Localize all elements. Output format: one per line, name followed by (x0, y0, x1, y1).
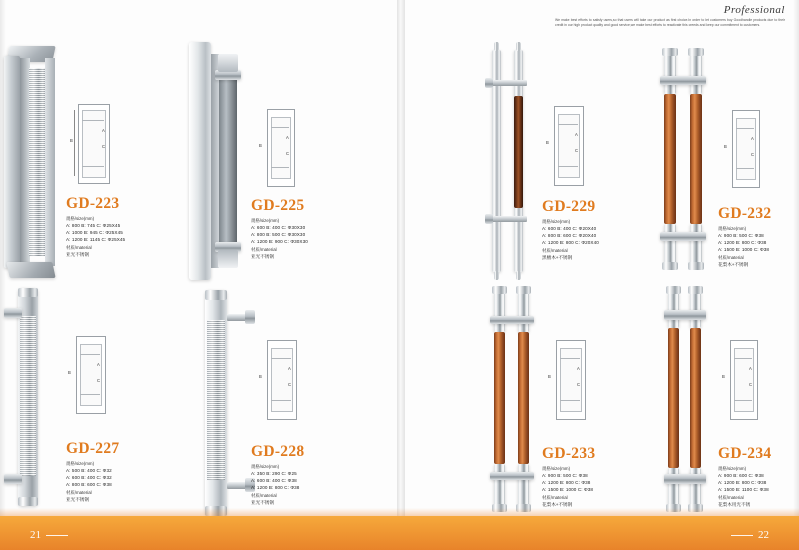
product-info-gd-223 (66, 195, 125, 258)
tech-drawing-gd-225 (255, 105, 309, 195)
size-label: 規格/size(mm) (542, 466, 571, 471)
material-value: 亚光不锈钢 (251, 254, 274, 259)
material-label: 材质/material (718, 255, 744, 260)
material-value: 花梨木用光不锈 (718, 502, 751, 507)
material-label: 材质/material (718, 495, 744, 500)
size-row: A: 1500 B: 1000 C: Φ38 (542, 487, 594, 492)
size-row: A: 600 B: 400 C: Φ30X30 (251, 225, 306, 230)
header-note: We make best efforts to satisfy users,so that users will take our product as first choice.In order to let customers buy Goodhandle products due to their credit in our high product quality and good service,we make best efforts to reactivate this creeds and keep our commitment to customers. (555, 18, 785, 27)
product-code: GD-228 (251, 443, 305, 460)
material-label: 材质/material (66, 490, 92, 495)
tech-mark-c: C (577, 382, 581, 387)
size-row: A: 1200 B: 800 C: Φ38 (718, 480, 767, 485)
tech-drawing-gd-234 (720, 336, 772, 426)
tech-mark-b: B (724, 144, 727, 149)
product-code: GD-232 (718, 205, 772, 222)
tech-mark-b: B (68, 370, 71, 375)
size-row: A: 600 B: 400 C: Φ38 (251, 478, 297, 483)
product-code: GD-234 (718, 445, 772, 462)
tech-drawing-gd-223 (68, 100, 122, 186)
size-row: A: 1200 B: 900 C: Φ30X30 (251, 239, 308, 244)
tech-mark-b: B (722, 374, 725, 379)
tech-mark-a: A (102, 128, 105, 133)
tech-mark-b: B (70, 138, 73, 143)
product-card-gd-234 (650, 280, 799, 515)
product-info-gd-225 (251, 197, 308, 260)
product-info-gd-228 (251, 443, 304, 506)
size-row: A: 1200 B: 800 C: Φ38 (542, 480, 591, 485)
size-row: A: 800 B: 600 C: Φ38 (66, 482, 112, 487)
size-label: 規格/size(mm) (542, 219, 571, 224)
size-row: A: 1000 B: 945 C: Φ25X45 (66, 230, 123, 235)
product-info-gd-227 (66, 440, 119, 503)
size-row: A: 1200 B: 800 C: Φ38 (251, 485, 300, 490)
size-row: A: 900 B: 600 C: Φ38 (718, 473, 764, 478)
tech-mark-c: C (97, 378, 101, 383)
product-code: GD-223 (66, 195, 120, 212)
page-number-right-value: 22 (758, 529, 769, 541)
tech-drawing-gd-233 (546, 336, 600, 426)
material-value: 花梨木+不锈钢 (542, 502, 573, 507)
product-code: GD-225 (251, 197, 305, 214)
product-card-gd-232 (650, 40, 799, 280)
page-number-right (726, 529, 769, 541)
tech-mark-c: C (288, 382, 292, 387)
size-label: 規格/size(mm) (251, 218, 280, 223)
material-label: 材质/material (542, 248, 568, 253)
tech-mark-a: A (577, 366, 580, 371)
handle-illustration-gd-227 (4, 288, 66, 513)
size-label: 規格/size(mm) (251, 464, 280, 469)
tech-mark-b: B (546, 140, 549, 145)
size-row: A: 350 B: 290 C: Φ25 (251, 471, 297, 476)
product-card-gd-233 (480, 280, 670, 515)
product-card-gd-223 (0, 40, 190, 280)
product-card-gd-228 (185, 280, 385, 515)
size-row: A: 1200 B: 800 C: Φ38 (718, 240, 767, 245)
handle-illustration-gd-234 (658, 292, 716, 520)
tech-mark-c: C (102, 144, 106, 149)
tech-mark-c: C (749, 382, 753, 387)
material-value: 亚光不锈钢 (251, 500, 274, 505)
size-row: A: 900 B: 500 C: Φ38 (718, 233, 764, 238)
tech-mark-b: B (259, 374, 262, 379)
size-label: 規格/size(mm) (66, 216, 95, 221)
size-row: A: 500 B: 400 C: Φ32 (66, 468, 112, 473)
size-row: A: 1500 B: 1000 C: Φ38 (718, 247, 770, 252)
product-info-gd-232 (718, 205, 771, 268)
tech-mark-b: B (548, 374, 551, 379)
size-row: A: 900 B: 500 C: Φ38 (542, 473, 588, 478)
page-number-left (30, 529, 73, 541)
tech-mark-a: A (97, 362, 100, 367)
tech-mark-b: B (259, 143, 262, 148)
handle-illustration-gd-233 (486, 292, 544, 520)
size-row: A: 800 B: 745 C: Φ25X45 (66, 223, 121, 228)
product-info-gd-234 (718, 445, 771, 508)
tech-mark-c: C (751, 152, 755, 157)
product-card-gd-227 (0, 280, 190, 515)
size-row: A: 600 B: 400 C: Φ20X40 (542, 226, 597, 231)
footer-band (0, 516, 799, 550)
size-row: A: 1200 B: 1145 C: Φ25X45 (66, 237, 126, 242)
size-label: 規格/size(mm) (66, 461, 95, 466)
tech-mark-c: C (286, 151, 290, 156)
material-label: 材质/material (542, 495, 568, 500)
size-label: 規格/size(mm) (718, 466, 747, 471)
size-row: A: 1500 B: 1100 C: Φ38 (718, 487, 769, 492)
material-label: 材质/material (66, 245, 92, 250)
material-label: 材质/material (251, 493, 277, 498)
material-value: 花梨木+不锈钢 (718, 262, 749, 267)
product-code: GD-227 (66, 440, 120, 457)
tech-mark-a: A (288, 366, 291, 371)
size-row: A: 1200 B: 800 C: Φ20X40 (542, 240, 599, 245)
tech-drawing-gd-227 (66, 332, 120, 422)
size-row: A: 800 B: 500 C: Φ30X30 (251, 232, 306, 237)
tech-drawing-gd-232 (722, 106, 774, 196)
tech-mark-a: A (575, 132, 578, 137)
tech-mark-c: C (575, 148, 579, 153)
product-code: GD-233 (542, 445, 596, 462)
product-info-gd-229 (542, 198, 599, 261)
tech-mark-a: A (749, 366, 752, 371)
size-row: A: 800 B: 600 C: Φ20X40 (542, 233, 597, 238)
product-code: GD-229 (542, 198, 596, 215)
handle-illustration-gd-223 (2, 40, 64, 280)
page-number-left-value: 21 (30, 529, 41, 541)
material-label: 材质/material (251, 247, 277, 252)
size-row: A: 600 B: 400 C: Φ32 (66, 475, 112, 480)
tech-drawing-gd-229 (544, 102, 598, 192)
handle-illustration-gd-225 (185, 40, 255, 282)
handle-illustration-gd-232 (656, 54, 716, 282)
page-title: Professional (723, 4, 785, 16)
material-value: 亚光不锈钢 (66, 497, 89, 502)
handle-illustration-gd-229 (484, 40, 546, 282)
material-value: 亚光不锈钢 (66, 252, 89, 257)
tech-mark-a: A (286, 135, 289, 140)
material-value: 黑檀木+不锈钢 (542, 255, 573, 260)
product-info-gd-233 (542, 445, 595, 508)
product-card-gd-229 (480, 40, 670, 280)
tech-mark-a: A (751, 136, 754, 141)
handle-illustration-gd-228 (187, 286, 257, 518)
product-card-gd-225 (185, 40, 385, 280)
size-label: 規格/size(mm) (718, 226, 747, 231)
tech-drawing-gd-228 (257, 336, 311, 426)
page-gutter (397, 0, 405, 550)
